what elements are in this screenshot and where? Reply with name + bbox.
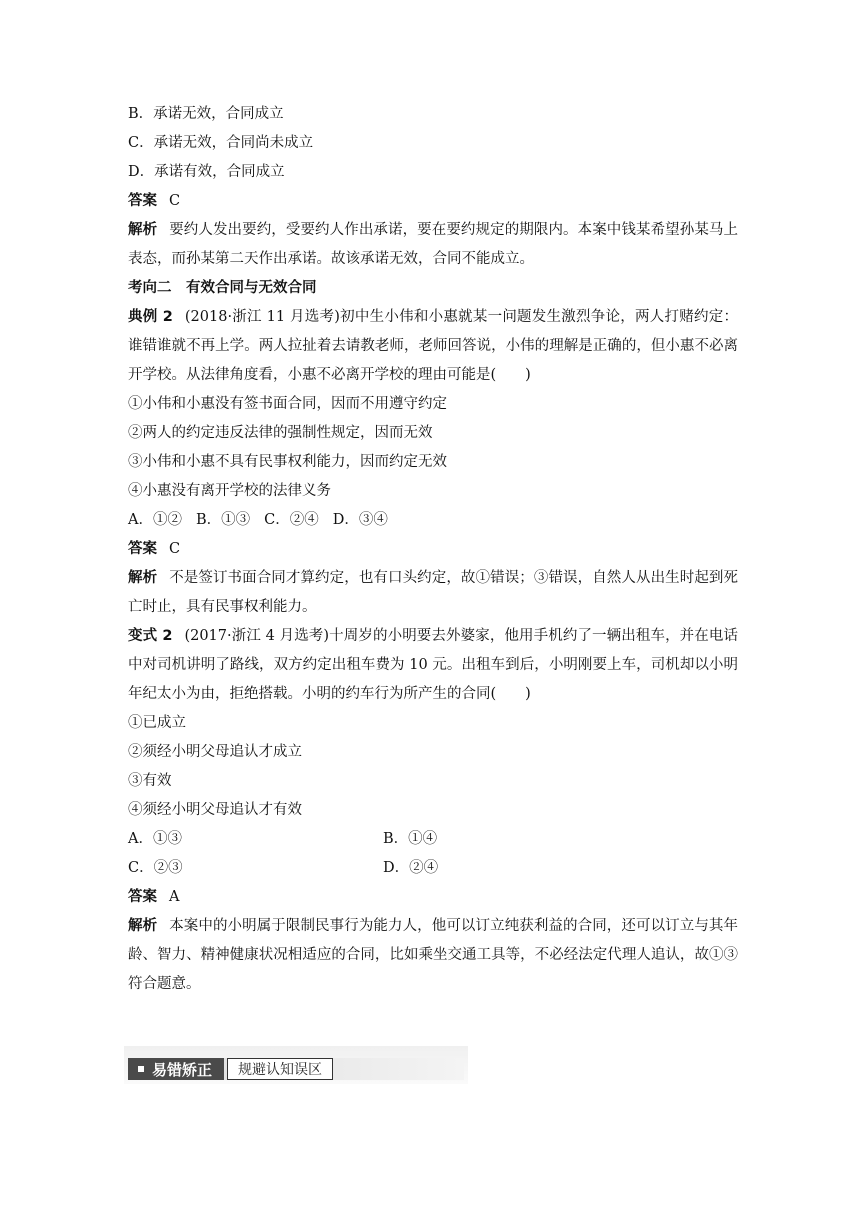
choice-d: D．③④	[332, 512, 388, 528]
answer-label: 答案	[128, 193, 157, 209]
section-heading: 考向二 有效合同与无效合同	[128, 280, 317, 296]
statement-4: ④须经小明父母追认才有效	[128, 802, 302, 818]
analysis-label: 解析	[128, 570, 158, 586]
answer-value: C	[169, 541, 181, 557]
analysis-label: 解析	[128, 918, 158, 934]
example-source: (2018·浙江 11 月选考)	[184, 309, 340, 325]
option-d: D．承诺有效，合同成立	[128, 164, 285, 180]
banner-subtitle: 规避认知误区	[227, 1058, 333, 1080]
analysis-text: 本案中的小明属于限制民事行为能力人，他可以订立纯获利益的合同，还可以订立与其年龄、智力、精神健康状况相适应的合同，比如乘坐交通工具等，不必经法定代理人追认，故①③符合题意。	[128, 918, 739, 992]
choice-a: A．①③	[128, 831, 182, 847]
option-c: C．承诺无效，合同尚未成立	[128, 135, 314, 151]
analysis-paragraph	[128, 216, 738, 274]
choice-b: B．①④	[383, 831, 438, 847]
document-body	[128, 100, 738, 999]
analysis-label: 解析	[128, 222, 158, 238]
analysis-paragraph	[128, 564, 738, 622]
option-b: B．承诺无效，合同成立	[128, 106, 284, 122]
statement-1: ①已成立	[128, 715, 186, 731]
choice-b: B．①③	[195, 512, 251, 528]
choice-c: C．②③	[128, 860, 183, 876]
banner-tag	[128, 1058, 224, 1080]
choice-d: D．②④	[383, 860, 439, 876]
analysis-text: 不是签订书面合同才算约定，也有口头约定，故①错误；③错误，自然人从出生时起到死亡时止，具有民事权利能力。	[128, 570, 739, 615]
answer-row	[128, 883, 738, 912]
square-bullet-icon	[138, 1066, 144, 1072]
variant-options-row-1	[128, 825, 738, 854]
statement-1: ①小伟和小惠没有签书面合同，因而不用遵守约定	[128, 396, 447, 412]
answer-label: 答案	[128, 541, 157, 557]
answer-value: C	[169, 193, 181, 209]
analysis-text: 要约人发出要约，受要约人作出承诺，要在要约规定的期限内。本案中钱某希望孙某马上表态，而孙某第二天作出承诺。故该承诺无效，合同不能成立。	[128, 222, 739, 267]
statement-2: ②两人的约定违反法律的强制性规定，因而无效	[128, 425, 433, 441]
variant-options-row-2	[128, 854, 738, 883]
statement-3: ③小伟和小惠不具有民事权利能力，因而约定无效	[128, 454, 447, 470]
example-label: 典例 2	[128, 309, 173, 325]
choice-a: A．①②	[128, 512, 182, 528]
example-options	[128, 506, 738, 535]
variant-stem	[128, 622, 738, 709]
variant-source: (2017·浙江 4 月选考)	[184, 628, 330, 644]
answer-row	[128, 187, 738, 216]
variant-text: 十周岁的小明要去外婆家，他用手机约了一辆出租车，并在电话中对司机讲明了路线，双方约定出租车费为 10 元。出租车到后，小明刚要上车，司机却以小明年纪太小为由，拒绝搭载。小明的约车行为所产生的合同( )	[128, 628, 738, 702]
answer-label: 答案	[128, 889, 157, 905]
analysis-paragraph	[128, 912, 738, 999]
statement-2: ②须经小明父母追认才成立	[128, 744, 302, 760]
variant-label: 变式 2	[128, 628, 173, 644]
banner-bar	[128, 1058, 464, 1080]
statement-3: ③有效	[128, 773, 172, 789]
example-text: 初中生小伟和小惠就某一问题发生激烈争论，两人打赌约定：谁错谁就不再上学。两人拉扯着去请教老师，老师回答说，小伟的理解是正确的，但小惠不必离开学校。从法律角度看，小惠不必离开学校的理由可能是( )	[128, 309, 739, 383]
statement-4: ④小惠没有离开学校的法律义务	[128, 483, 331, 499]
answer-value: A	[169, 889, 180, 905]
example-stem	[128, 303, 738, 390]
choice-c: C．②④	[264, 512, 319, 528]
section-banner	[124, 1046, 468, 1084]
answer-row	[128, 535, 738, 564]
banner-title: 易错矫正	[152, 1060, 213, 1079]
